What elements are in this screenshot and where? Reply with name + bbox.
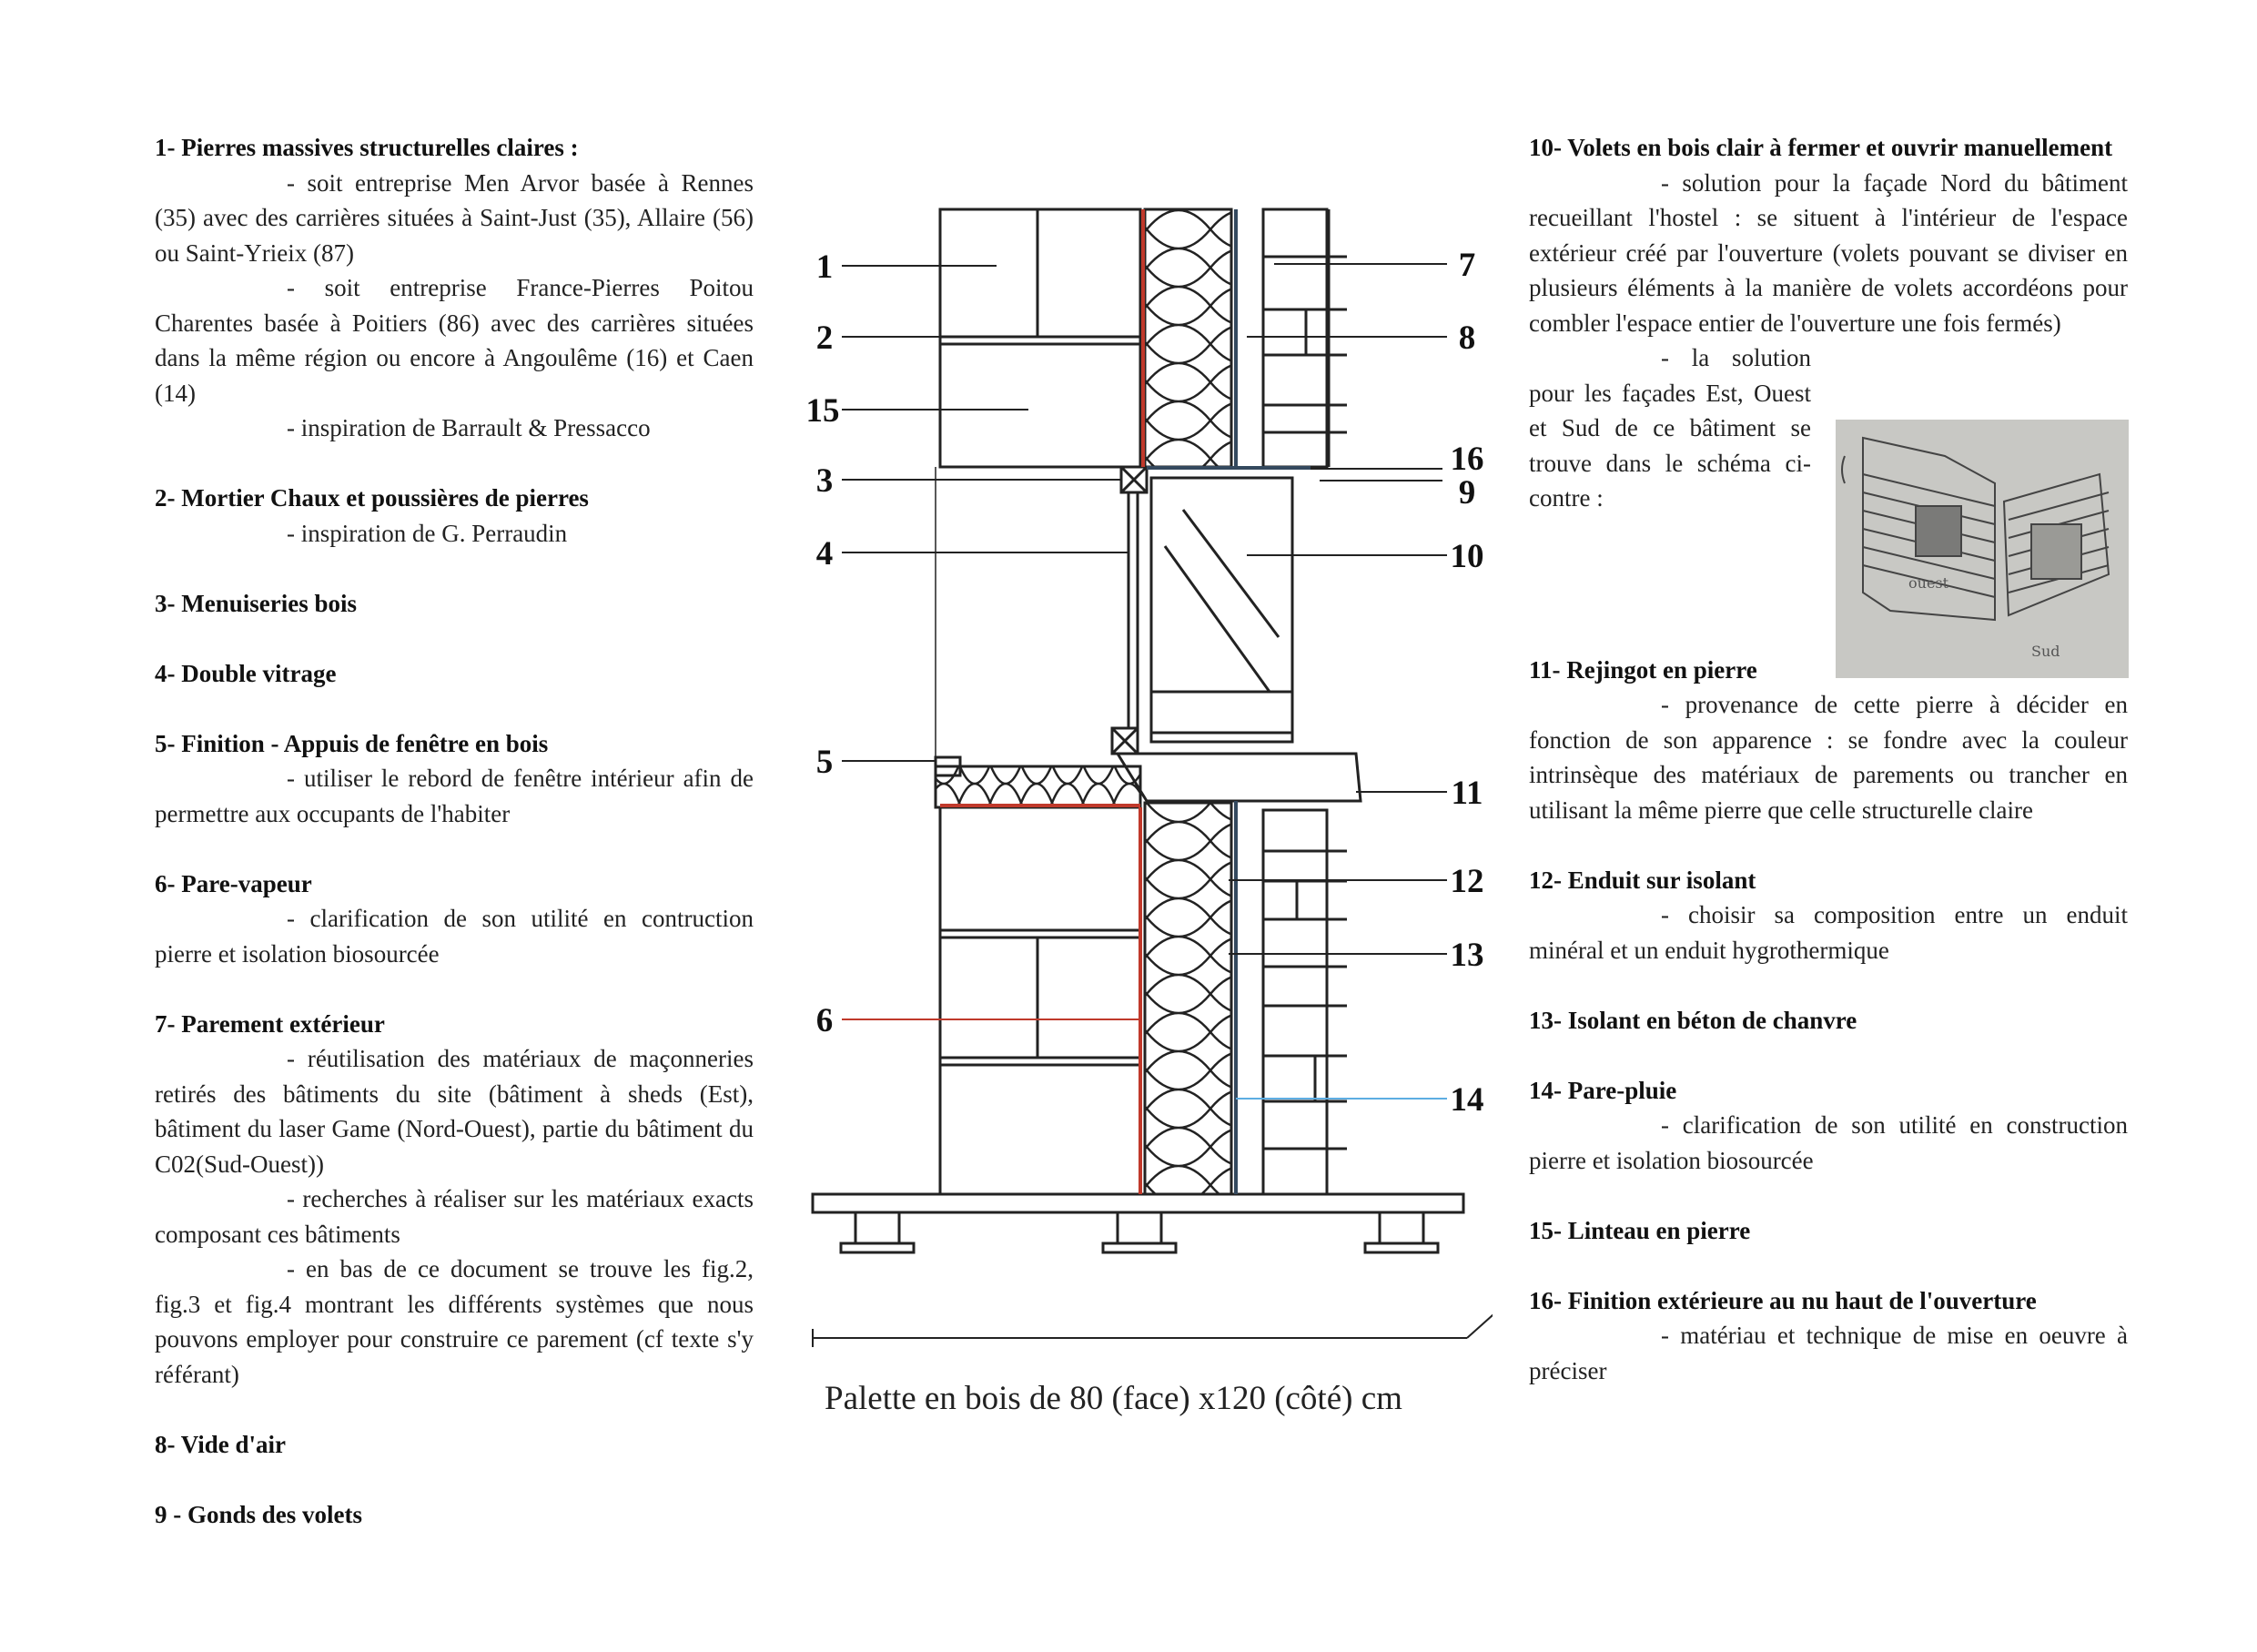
legend-title: 6- Pare-vapeur: [155, 869, 312, 897]
wood-pallet: [813, 1194, 1463, 1212]
legend-body: [1529, 687, 2128, 827]
diagram-caption: Palette en bois de 80 (face) x120 (côté) cm: [825, 1380, 1402, 1417]
legend-paragraph: - matériau et technique de mise en oeuvre à préciser: [1529, 1322, 2128, 1384]
legend-body: [155, 516, 754, 552]
legend-paragraph: - inspiration de G. Perraudin: [287, 519, 568, 547]
diagram-label-14: 14: [1450, 1081, 1484, 1119]
legend-paragraph: - soit entreprise Men Arvor basée à Rennes (35) avec des carrières situées à Saint-Just (35), Allaire (56) ou Saint-Yrieix (87): [155, 168, 754, 267]
legend-paragraph: - soit entreprise France-Pierres Poitou Charentes basée à Poitiers (86) avec des carrières situées dans la même région ou encore à Angoulême (16) et Caen (14): [155, 274, 754, 407]
legend-title-10: 10- Volets en bois clair à fermer et ouvrir manuellement: [1529, 134, 2113, 161]
legend-paragraph: - utiliser le rebord de fenêtre intérieur afin de permettre aux occupants de l'habiter: [155, 765, 754, 827]
upper-insulation: [1145, 209, 1231, 467]
diagram-label-2: 2: [815, 319, 834, 357]
diagram-label-13: 13: [1450, 937, 1484, 974]
legend-item: [1529, 653, 2128, 828]
wall-section-diagram: [801, 182, 1493, 1447]
diagram-label-4: 4: [815, 535, 834, 573]
legend-item: [155, 726, 754, 832]
legend-para-10b: - la solution pour les façades Est, Ouest et Sud de ce bâtiment se trouve dans le schéma ci-contre :: [1529, 344, 1811, 512]
legend-item: [1529, 863, 2128, 968]
legend-left-column: [155, 130, 754, 1532]
lower-insulation: [1145, 803, 1231, 1194]
legend-para-10a: - solution pour la façade Nord du bâtiment recueillant l'hostel : se situent à l'intérieur de l'espace extérieur créé par l'ouverture (volets pouvant se diviser en plusieurs éléments à la manière de volets accordéons pour combler l'espace entier de l'ouverture une fois fermés): [1529, 168, 2128, 337]
legend-item: [155, 867, 754, 972]
legend-body: [1529, 1108, 2128, 1178]
legend-item: [155, 586, 754, 622]
legend-paragraph: - clarification de son utilité en construction pierre et isolation biosourcée: [1529, 1111, 2128, 1174]
legend-item: [1529, 1283, 2128, 1389]
legend-item: [155, 481, 754, 551]
diagram-label-6: 6: [815, 1002, 834, 1039]
legend-paragraph: - recherches à réaliser sur les matériaux exacts composant ces bâtiments: [155, 1185, 754, 1248]
legend-paragraph: - clarification de son utilité en contruction pierre et isolation biosourcée: [155, 905, 754, 968]
legend-title: 8- Vide d'air: [155, 1430, 287, 1458]
wood-shutter: [1151, 478, 1292, 742]
legend-body-10b: [1529, 340, 1811, 516]
legend-title: 11- Rejingot en pierre: [1529, 655, 1757, 684]
legend-item: [155, 1497, 754, 1533]
legend-title: 1- Pierres massives structurelles claires :: [155, 134, 579, 161]
legend-paragraph: - provenance de cette pierre à décider en fonction de son apparence : se fondre avec la couleur intrinsèque des matériaux de parements ou trancher en utilisant la même pierre que celle structurelle claire: [1529, 691, 2128, 824]
diagram-label-5: 5: [815, 744, 834, 781]
diagram-label-8: 8: [1458, 319, 1476, 357]
legend-title: 5- Finition - Appuis de fenêtre en bois: [155, 729, 549, 757]
legend-paragraph: - choisir sa composition entre un enduit minéral et un enduit hygrothermique: [1529, 901, 2128, 964]
sketch-label-ouest: ouest: [1908, 574, 1949, 592]
legend-body: [1529, 897, 2128, 968]
legend-paragraph: - réutilisation des matériaux de maçonneries retirés des bâtiments du site (bâtiment à sheds (Est), bâtiment du laser Game (Nord-Ouest), partie du bâtiment du C02(Sud-Ouest)): [155, 1045, 754, 1178]
legend-item: [1529, 1003, 2128, 1039]
diagram-label-3: 3: [815, 462, 834, 500]
legend-title: 3- Menuiseries bois: [155, 589, 357, 617]
legend-title: 13- Isolant en béton de chanvre: [1529, 1006, 1857, 1034]
diagram-label-11: 11: [1451, 775, 1483, 812]
legend-item: [155, 1007, 754, 1393]
legend-title: 15- Linteau en pierre: [1529, 1216, 1751, 1244]
legend-body-10: [1529, 166, 2128, 341]
legend-body: [155, 901, 754, 971]
sketch-label-sud: Sud: [2031, 643, 2060, 660]
legend-title: 14- Pare-pluie: [1529, 1076, 1677, 1104]
legend-right-column: [1529, 130, 2128, 1388]
legend-title: 2- Mortier Chaux et poussières de pierres: [155, 484, 589, 512]
shutter-sketch-image: [1836, 420, 2129, 678]
diagram-label-7: 7: [1458, 247, 1476, 284]
diagram-label-12: 12: [1450, 863, 1484, 900]
legend-paragraph: - en bas de ce document se trouve les fig.2, fig.3 et fig.4 montrant les différents systèmes que nous pouvons employer pour construire ce parement (cf texte s'y référant): [155, 1255, 754, 1388]
legend-paragraph: - inspiration de Barrault & Pressacco: [287, 414, 651, 441]
legend-title: 4- Double vitrage: [155, 659, 337, 687]
legend-item: [1529, 1213, 2128, 1249]
legend-body: [1529, 1318, 2128, 1388]
legend-body: [155, 1041, 754, 1392]
legend-title: 7- Parement extérieur: [155, 1009, 385, 1038]
lower-stone-block: [940, 807, 1140, 1194]
legend-body: [155, 166, 754, 446]
legend-item: [155, 1427, 754, 1463]
legend-item: [155, 656, 754, 692]
diagram-label-9: 9: [1458, 474, 1476, 512]
legend-title: 12- Enduit sur isolant: [1529, 866, 1756, 894]
legend-title: 9 - Gonds des volets: [155, 1500, 363, 1528]
legend-title: 16- Finition extérieure au nu haut de l'ouverture: [1529, 1286, 2037, 1314]
diagram-label-1: 1: [815, 248, 834, 286]
legend-body: [155, 761, 754, 831]
diagram-label-15: 15: [805, 392, 840, 430]
diagram-label-10: 10: [1450, 538, 1484, 575]
diagram-label-16: 16: [1450, 441, 1484, 478]
legend-item: [155, 130, 754, 446]
legend-item: [1529, 1073, 2128, 1179]
